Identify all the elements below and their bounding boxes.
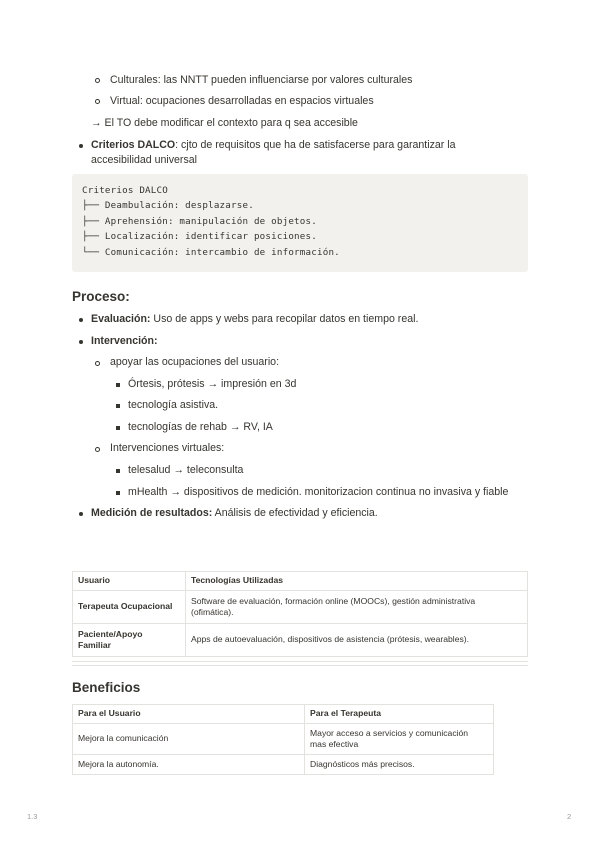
table-header-row [73,572,528,591]
divider [72,665,528,666]
list-bullet [79,512,83,516]
list-bullet [116,404,120,408]
code-line: ├── Deambulación: desplazarse. [82,200,254,211]
divider [72,661,528,662]
code-line: └── Comunicación: intercambio de información. [82,247,340,258]
table-header-row [73,705,494,724]
list-item: telesalud → teleconsulta [128,464,244,476]
table-header-cell: Tecnologías Utilizadas [186,572,528,591]
list-item: mHealth → dispositivos de medición. monitorizacion continua no invasiva y fiable [128,486,509,498]
dalco-label: Criterios DALCO [91,139,176,151]
list-item: tecnología asistiva. [128,399,219,411]
dalco-text: : cjto de requisitos que ha de satisfacerse para garantizar la [175,139,456,151]
medicion-label: Medición de resultados: [91,507,213,519]
table-cell: Diagnósticos más precisos. [305,755,494,775]
cell-line: Mayor acceso a servicios y comunicación [310,727,469,738]
medicion-text: Análisis de efectividad y eficiencia. [212,507,378,519]
list-bullet [95,447,100,452]
table-header-cell: Usuario [73,572,186,591]
cell-line: Familiar [78,640,111,650]
table-row [73,724,494,755]
list-bullet [79,144,83,148]
list-item: Órtesis, prótesis → impresión en 3d [128,378,297,390]
table-cell: Terapeuta Ocupacional [73,591,186,624]
list-item: Intervenciones virtuales: [110,442,225,454]
section-heading-beneficios: Beneficios [72,680,141,695]
list-bullet [79,318,83,322]
list-item: Virtual: ocupaciones desarrolladas en espacios virtuales [110,95,374,107]
code-block [72,174,528,272]
arrow-note: → El TO debe modificar el contexto para q sea accesible [91,117,358,129]
table-cell [73,624,186,657]
list-bullet [116,383,120,387]
list-bullet [116,469,120,473]
code-line: ├── Aprehensión: manipulación de objetos. [82,216,317,227]
table-row [73,755,494,775]
table-header-cell: Para el Usuario [73,705,305,724]
list-item-continuation: accesibilidad universal [91,154,197,166]
list-bullet [79,340,83,344]
evaluacion-text: Uso de apps y webs para recopilar datos en tiempo real. [150,313,419,325]
list-bullet [116,491,120,495]
table-header-cell: Para el Terapeuta [305,705,494,724]
table-cell: Mejora la autonomía. [73,755,305,775]
table-cell: Mejora la comunicación [73,724,305,755]
list-item: apoyar las ocupaciones del usuario: [110,356,280,368]
evaluacion-label: Evaluación: [91,313,151,325]
code-line: Criterios DALCO [82,185,168,196]
code-line: ├── Localización: identificar posiciones. [82,231,317,242]
list-item [91,138,455,152]
list-item [91,334,158,348]
table-row [73,591,528,624]
footer-left: 1.3 [27,812,38,821]
technology-table [72,571,528,657]
list-item [91,506,378,520]
table-cell: Apps de autoevaluación, dispositivos de asistencia (prótesis, wearables). [186,624,528,657]
table-row [73,624,528,657]
list-bullet [95,361,100,366]
list-item: tecnologías de rehab → RV, IA [128,421,273,433]
list-item [91,312,418,326]
list-item: Culturales: las NNTT pueden influenciarse por valores culturales [110,74,413,86]
section-heading-proceso: Proceso: [72,289,130,304]
table-cell [186,591,528,624]
cell-line: mas efectiva [310,739,359,749]
list-bullet [95,99,100,104]
page-number: 2 [567,812,572,821]
cell-line: Software de evaluación, formación online (MOOCs), gestión administrativa [191,595,476,606]
benefits-table [72,704,494,775]
intervencion-label: Intervención: [91,335,158,347]
cell-line: (ofimática). [191,607,234,617]
table-cell [305,724,494,755]
list-bullet [116,426,120,430]
cell-line: Paciente/Apoyo [78,628,143,639]
list-bullet [95,78,100,83]
